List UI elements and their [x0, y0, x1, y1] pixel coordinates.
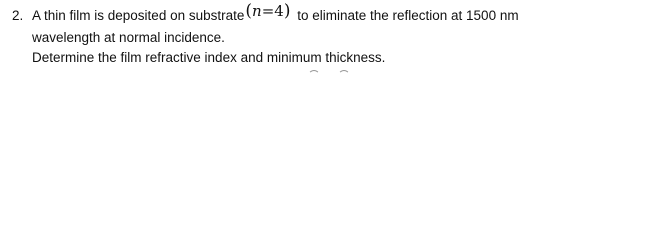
- cropped-paren-right: [338, 70, 350, 76]
- cropped-formula-fragment: [300, 70, 360, 76]
- problem-line-2: wavelength at normal incidence.: [32, 30, 225, 45]
- substrate-index-formula: (n=4): [245, 1, 291, 21]
- problem-line-3: Determine the film refractive index and minimum thickness.: [32, 50, 386, 65]
- problem-number: 2.: [12, 8, 24, 23]
- cropped-paren-left: [308, 70, 320, 76]
- problem-text-part-2: to eliminate the reflection at 1500 nm: [293, 8, 519, 23]
- problem-text: [12, 1, 640, 67]
- problem-line-1: [12, 1, 640, 28]
- problem-text-part-1: A thin film is deposited on substrate: [32, 8, 245, 23]
